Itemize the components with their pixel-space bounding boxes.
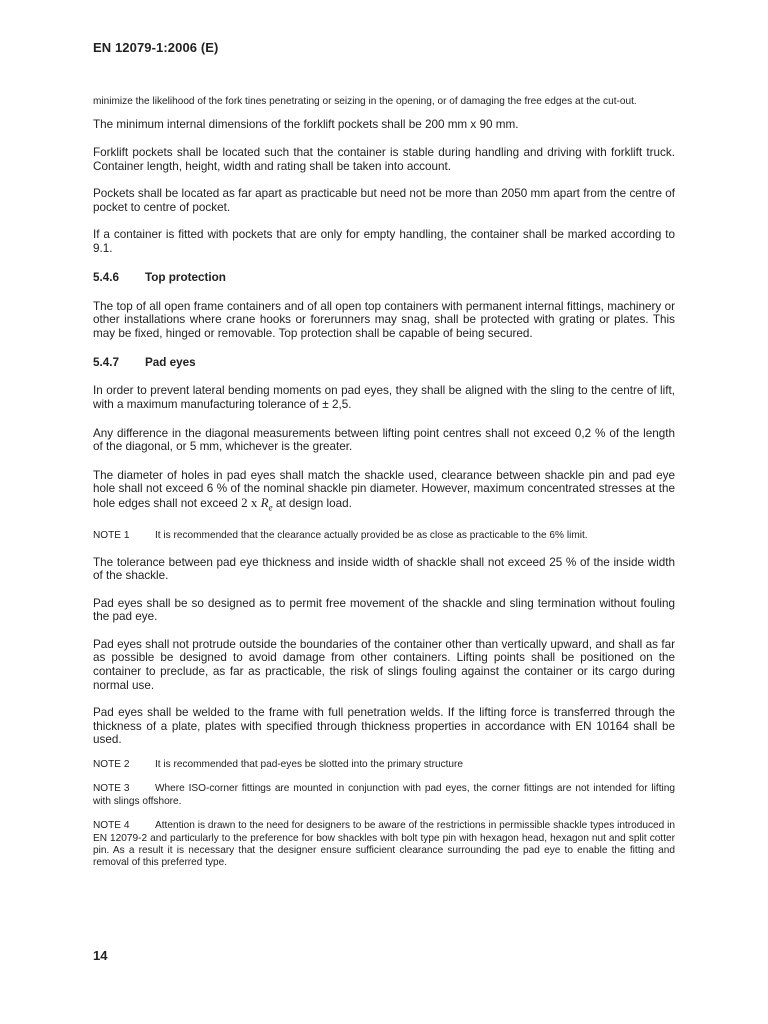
paragraph-forklift-cutout: minimize the likelihood of the fork tines penetrating or seizing in the opening, or of damaging the free edges at the cut-out. [93,96,637,107]
note-label: NOTE 4 [93,820,130,832]
paragraph-pocket-spacing: Pockets shall be located as far apart as practicable but need not be more than 2050 mm apart from the centre of pocket to centre of pocket. [93,187,675,214]
paragraph-text: at design load. [272,496,352,510]
note-1 [93,530,675,542]
note-2 [93,759,675,771]
formula-prefix: 2 x [241,494,261,510]
section-number: 5.4.6 [93,270,119,284]
paragraph-shackle-tolerance: The tolerance between pad eye thickness and inside width of shackle shall not exceed 25 % of the inside width of the shackle. [93,555,675,583]
formula-subscript: e [268,502,273,513]
stress-formula [241,494,273,513]
note-text: Where ISO-corner fittings are mounted in conjunction with pad eyes, the corner fittings are not intended for lifting with slings offshore. [93,783,675,807]
document-body [93,96,675,870]
paragraph-text: The diameter of holes in pad eyes shall match the shackle used, clearance between shackle pin and pad eye hole shall not exceed 6 % of the nominal shackle pin diameter. However, maximum concentrated stresses at the hole edges shall not exceed [93,468,675,510]
paragraph-hole-diameter [93,469,675,515]
standard-reference-header: EN 12079-1:2006 (E) [93,40,219,55]
paragraph-pad-eye-alignment: In order to prevent lateral bending moments on pad eyes, they shall be aligned with the sling to the centre of lift, with a maximum manufacturing tolerance of ± 2,5. [93,384,675,411]
note-text: Attention is drawn to the need for designers to be aware of the restrictions in permissible shackle types introduced in EN 12079-2 and particularly to the preference for bow shackles with bolt type pin with hexagon head, hexagon nut and split cotter pin. As a result it is necessary that the designer ensure sufficient clearance surrounding the pad eye to enable the fitting and removal of this preferred type. [93,820,675,869]
section-heading-5-4-6 [93,271,675,285]
paragraph-top-protection: The top of all open frame containers and of all open top containers with permanent internal fittings, machinery or other installations where crane hooks or forerunners may snag, shall be protected with grating or plates. This may be fixed, hinged or removable. Top protection shall be capable of being secured. [93,299,675,340]
paragraph-pocket-location: Forklift pockets shall be located such that the container is stable during handling and driving with forklift truck. Container length, height, width and rating shall be taken into account. [93,146,675,173]
note-text: It is recommended that the clearance actually provided be as close as practicable to the 6% limit. [155,530,588,542]
note-text: It is recommended that pad-eyes be slotted into the primary structure [155,759,464,771]
paragraph-protrusion: Pad eyes shall not protrude outside the boundaries of the container other than vertically upward, and shall as far as possible be designed to avoid damage from other containers. Lifting points shall be positioned on the container to preclude, as far as practicable, the risk of slings fouling against the container or its cargo during normal use. [93,637,675,692]
paragraph-free-movement: Pad eyes shall be so designed as to permit free movement of the shackle and sling termination without fouling the pad eye. [93,596,675,624]
paragraph-pocket-dimensions: The minimum internal dimensions of the forklift pockets shall be 200 mm x 90 mm. [93,118,519,132]
note-label: NOTE 1 [93,530,130,542]
paragraph-welding: Pad eyes shall be welded to the frame with full penetration welds. If the lifting force is transferred through the thickness of a plate, plates with specified through thickness properties in accordance with EN 10164 shall be used. [93,706,675,747]
formula-variable: R [260,494,269,510]
note-label: NOTE 2 [93,759,130,771]
note-label: NOTE 3 [93,783,130,795]
paragraph-empty-handling: If a container is fitted with pockets that are only for empty handling, the container shall be marked according to 9.1. [93,228,675,255]
section-title: Top protection [145,270,226,284]
section-title: Pad eyes [145,356,196,370]
note-4 [93,820,675,870]
paragraph-diagonal-measurement: Any difference in the diagonal measurements between lifting point centres shall not exceed 0,2 % of the length of the diagonal, or 5 mm, whichever is the greater. [93,426,675,454]
section-number: 5.4.7 [93,356,119,370]
section-heading-5-4-7 [93,356,675,370]
page-number: 14 [93,948,108,963]
note-3 [93,783,675,808]
